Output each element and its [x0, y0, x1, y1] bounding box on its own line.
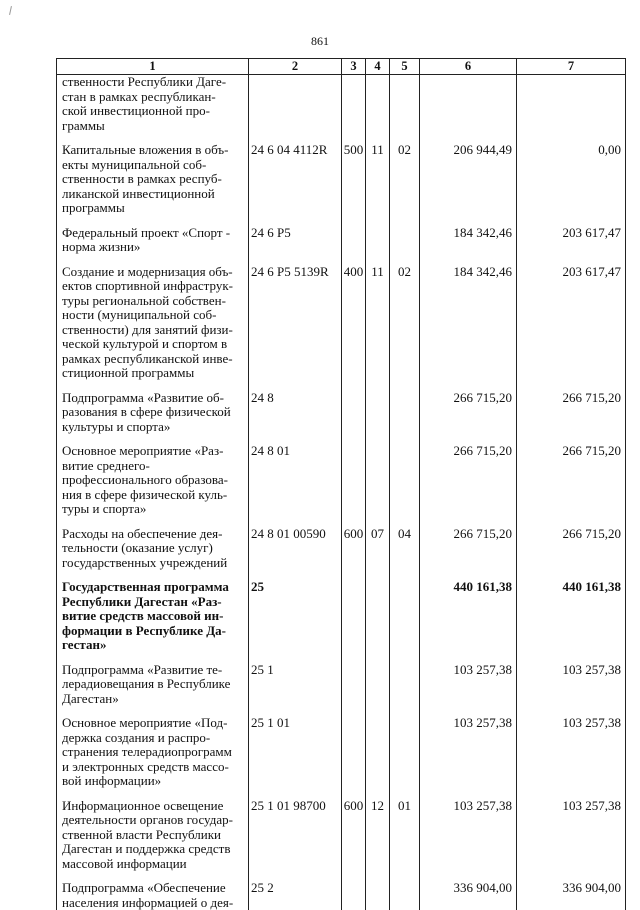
- row-name-cell: [57, 75, 249, 144]
- row-amount-2-cell: 103 257,38: [517, 716, 626, 799]
- row-name-line: Подпрограмма «Развитие об-: [62, 391, 245, 406]
- row-amount-2-cell: 266 715,20: [517, 527, 626, 581]
- column-header-2: 2: [249, 59, 342, 75]
- row-name-line: Дагестан»: [62, 692, 245, 707]
- row-amount-2-cell: 440 161,38: [517, 580, 626, 663]
- row-name-line: Дагестан и поддержка средств: [62, 842, 245, 857]
- row-col4-cell: 11: [366, 265, 390, 391]
- row-col4-cell: 12: [366, 799, 390, 882]
- column-header-7: 7: [517, 59, 626, 75]
- row-col3-cell: [342, 226, 366, 265]
- row-amount-1-cell: 103 257,38: [420, 663, 517, 717]
- table-header-row: [57, 59, 626, 75]
- row-col4-cell: [366, 663, 390, 717]
- row-name-line: тельности (оказание услуг): [62, 541, 245, 556]
- table-row: [57, 716, 626, 799]
- row-name-cell: [57, 265, 249, 391]
- row-amount-2-cell: 203 617,47: [517, 226, 626, 265]
- row-code-cell: 25 1 01: [249, 716, 342, 799]
- row-name-line: вой информации»: [62, 774, 245, 789]
- row-name-line: витие среднего-: [62, 459, 245, 474]
- row-name-line: Государственная программа: [62, 580, 245, 595]
- row-amount-1-cell: 103 257,38: [420, 799, 517, 882]
- row-code-cell: 25 1: [249, 663, 342, 717]
- row-name-line: формации в Республике Да-: [62, 624, 245, 639]
- row-amount-1-cell: [420, 75, 517, 144]
- row-amount-1-cell: 336 904,00: [420, 881, 517, 910]
- scan-artifact: [9, 6, 12, 15]
- column-header-6: 6: [420, 59, 517, 75]
- row-col4-cell: [366, 391, 390, 445]
- row-col5-cell: [390, 580, 420, 663]
- row-col3-cell: 400: [342, 265, 366, 391]
- row-col5-cell: [390, 391, 420, 445]
- row-name-line: ственной власти Республики: [62, 828, 245, 843]
- row-name-cell: [57, 716, 249, 799]
- row-amount-2-cell: 266 715,20: [517, 444, 626, 527]
- row-col5-cell: [390, 716, 420, 799]
- row-col3-cell: 500: [342, 143, 366, 226]
- row-code-cell: 24 6 04 4112R: [249, 143, 342, 226]
- table-row: [57, 226, 626, 265]
- row-name-line: профессионального образова-: [62, 473, 245, 488]
- table-row: [57, 663, 626, 717]
- row-col5-cell: 04: [390, 527, 420, 581]
- row-name-line: стиционной программы: [62, 366, 245, 381]
- row-name-line: Расходы на обеспечение дея-: [62, 527, 245, 542]
- row-amount-2-cell: 103 257,38: [517, 799, 626, 882]
- page-number: 861: [0, 34, 640, 49]
- row-code-cell: [249, 75, 342, 144]
- row-col4-cell: 11: [366, 143, 390, 226]
- row-col3-cell: [342, 580, 366, 663]
- row-name-line: стан в рамках республикан-: [62, 90, 245, 105]
- table-row: [57, 444, 626, 527]
- row-name-cell: [57, 444, 249, 527]
- row-code-cell: 25 1 01 98700: [249, 799, 342, 882]
- row-col4-cell: [366, 226, 390, 265]
- row-col3-cell: 600: [342, 799, 366, 882]
- row-col5-cell: [390, 663, 420, 717]
- row-name-line: программы: [62, 201, 245, 216]
- row-amount-2-cell: [517, 75, 626, 144]
- row-name-line: лерадиовещания в Республике: [62, 677, 245, 692]
- row-amount-2-cell: 103 257,38: [517, 663, 626, 717]
- row-name-line: граммы: [62, 119, 245, 134]
- row-code-cell: 24 8: [249, 391, 342, 445]
- row-name-line: гестан»: [62, 638, 245, 653]
- row-name-line: ликанской инвестиционной: [62, 187, 245, 202]
- row-name-line: Подпрограмма «Обеспечение: [62, 881, 245, 896]
- row-col3-cell: [342, 881, 366, 910]
- row-name-line: Федеральный проект «Спорт -: [62, 226, 245, 241]
- row-name-line: ектов спортивной инфраструк-: [62, 279, 245, 294]
- row-amount-1-cell: 266 715,20: [420, 444, 517, 527]
- row-name-line: витие средств массовой ин-: [62, 609, 245, 624]
- row-name-line: и электронных средств массо-: [62, 760, 245, 775]
- row-name-cell: [57, 580, 249, 663]
- row-col4-cell: [366, 716, 390, 799]
- row-col4-cell: [366, 580, 390, 663]
- row-col5-cell: 01: [390, 799, 420, 882]
- row-code-cell: 25 2: [249, 881, 342, 910]
- row-name-line: Основное мероприятие «Раз-: [62, 444, 245, 459]
- row-col3-cell: [342, 716, 366, 799]
- row-code-cell: 24 6 P5: [249, 226, 342, 265]
- row-name-line: рамках республиканской инве-: [62, 352, 245, 367]
- row-name-cell: [57, 799, 249, 882]
- row-name-line: разования в сфере физической: [62, 405, 245, 420]
- row-name-line: держка создания и распро-: [62, 731, 245, 746]
- row-col5-cell: 02: [390, 265, 420, 391]
- row-code-cell: 24 8 01 00590: [249, 527, 342, 581]
- row-name-line: ственности) для занятий физи-: [62, 323, 245, 338]
- row-name-line: Республики Дагестан «Раз-: [62, 595, 245, 610]
- row-name-line: Капитальные вложения в объ-: [62, 143, 245, 158]
- row-amount-1-cell: 206 944,49: [420, 143, 517, 226]
- table-row: [57, 391, 626, 445]
- row-amount-1-cell: 266 715,20: [420, 527, 517, 581]
- row-name-line: ности (муниципальной соб-: [62, 308, 245, 323]
- row-col4-cell: 07: [366, 527, 390, 581]
- row-code-cell: 24 8 01: [249, 444, 342, 527]
- row-name-line: массовой информации: [62, 857, 245, 872]
- table-row: [57, 580, 626, 663]
- column-header-4: 4: [366, 59, 390, 75]
- row-amount-1-cell: 103 257,38: [420, 716, 517, 799]
- row-name-line: ственности Республики Даге-: [62, 75, 245, 90]
- row-name-line: ческой культурой и спортом в: [62, 337, 245, 352]
- row-amount-1-cell: 266 715,20: [420, 391, 517, 445]
- row-col5-cell: 02: [390, 143, 420, 226]
- table-row: [57, 143, 626, 226]
- row-col3-cell: [342, 75, 366, 144]
- row-name-line: норма жизни»: [62, 240, 245, 255]
- column-header-5: 5: [390, 59, 420, 75]
- row-col4-cell: [366, 881, 390, 910]
- column-header-3: 3: [342, 59, 366, 75]
- row-name-line: Основное мероприятие «Под-: [62, 716, 245, 731]
- row-col5-cell: [390, 881, 420, 910]
- row-amount-1-cell: 184 342,46: [420, 226, 517, 265]
- row-code-cell: 25: [249, 580, 342, 663]
- row-name-line: Подпрограмма «Развитие те-: [62, 663, 245, 678]
- column-header-1: 1: [57, 59, 249, 75]
- row-name-cell: [57, 391, 249, 445]
- budget-table: [56, 58, 626, 910]
- row-name-line: ской инвестиционной про-: [62, 104, 245, 119]
- row-name-line: туры и спорта»: [62, 502, 245, 517]
- row-code-cell: 24 6 P5 5139R: [249, 265, 342, 391]
- table-row: [57, 527, 626, 581]
- row-name-line: ственности в рамках респуб-: [62, 172, 245, 187]
- row-col5-cell: [390, 226, 420, 265]
- row-col3-cell: [342, 663, 366, 717]
- row-col3-cell: 600: [342, 527, 366, 581]
- table-body: [57, 75, 626, 910]
- table-row: [57, 75, 626, 144]
- row-amount-2-cell: 0,00: [517, 143, 626, 226]
- table-row: [57, 881, 626, 910]
- row-amount-1-cell: 184 342,46: [420, 265, 517, 391]
- row-name-line: туры региональной собствен-: [62, 294, 245, 309]
- row-name-cell: [57, 527, 249, 581]
- row-amount-2-cell: 203 617,47: [517, 265, 626, 391]
- row-name-line: деятельности органов государ-: [62, 813, 245, 828]
- table-row: [57, 799, 626, 882]
- row-name-line: странения телерадиопрограмм: [62, 745, 245, 760]
- row-name-line: государственных учреждений: [62, 556, 245, 571]
- row-amount-2-cell: 336 904,00: [517, 881, 626, 910]
- row-col4-cell: [366, 444, 390, 527]
- row-name-line: ния в сфере физической куль-: [62, 488, 245, 503]
- row-name-cell: [57, 881, 249, 910]
- table-row: [57, 265, 626, 391]
- row-name-line: екты муниципальной соб-: [62, 158, 245, 173]
- row-amount-2-cell: 266 715,20: [517, 391, 626, 445]
- row-name-cell: [57, 143, 249, 226]
- row-col3-cell: [342, 391, 366, 445]
- row-amount-1-cell: 440 161,38: [420, 580, 517, 663]
- row-name-cell: [57, 226, 249, 265]
- row-name-line: Информационное освещение: [62, 799, 245, 814]
- row-col5-cell: [390, 444, 420, 527]
- row-name-line: населения информацией о дея-: [62, 896, 245, 910]
- row-col5-cell: [390, 75, 420, 144]
- row-col4-cell: [366, 75, 390, 144]
- row-name-line: Создание и модернизация объ-: [62, 265, 245, 280]
- row-name-cell: [57, 663, 249, 717]
- row-col3-cell: [342, 444, 366, 527]
- row-name-line: культуры и спорта»: [62, 420, 245, 435]
